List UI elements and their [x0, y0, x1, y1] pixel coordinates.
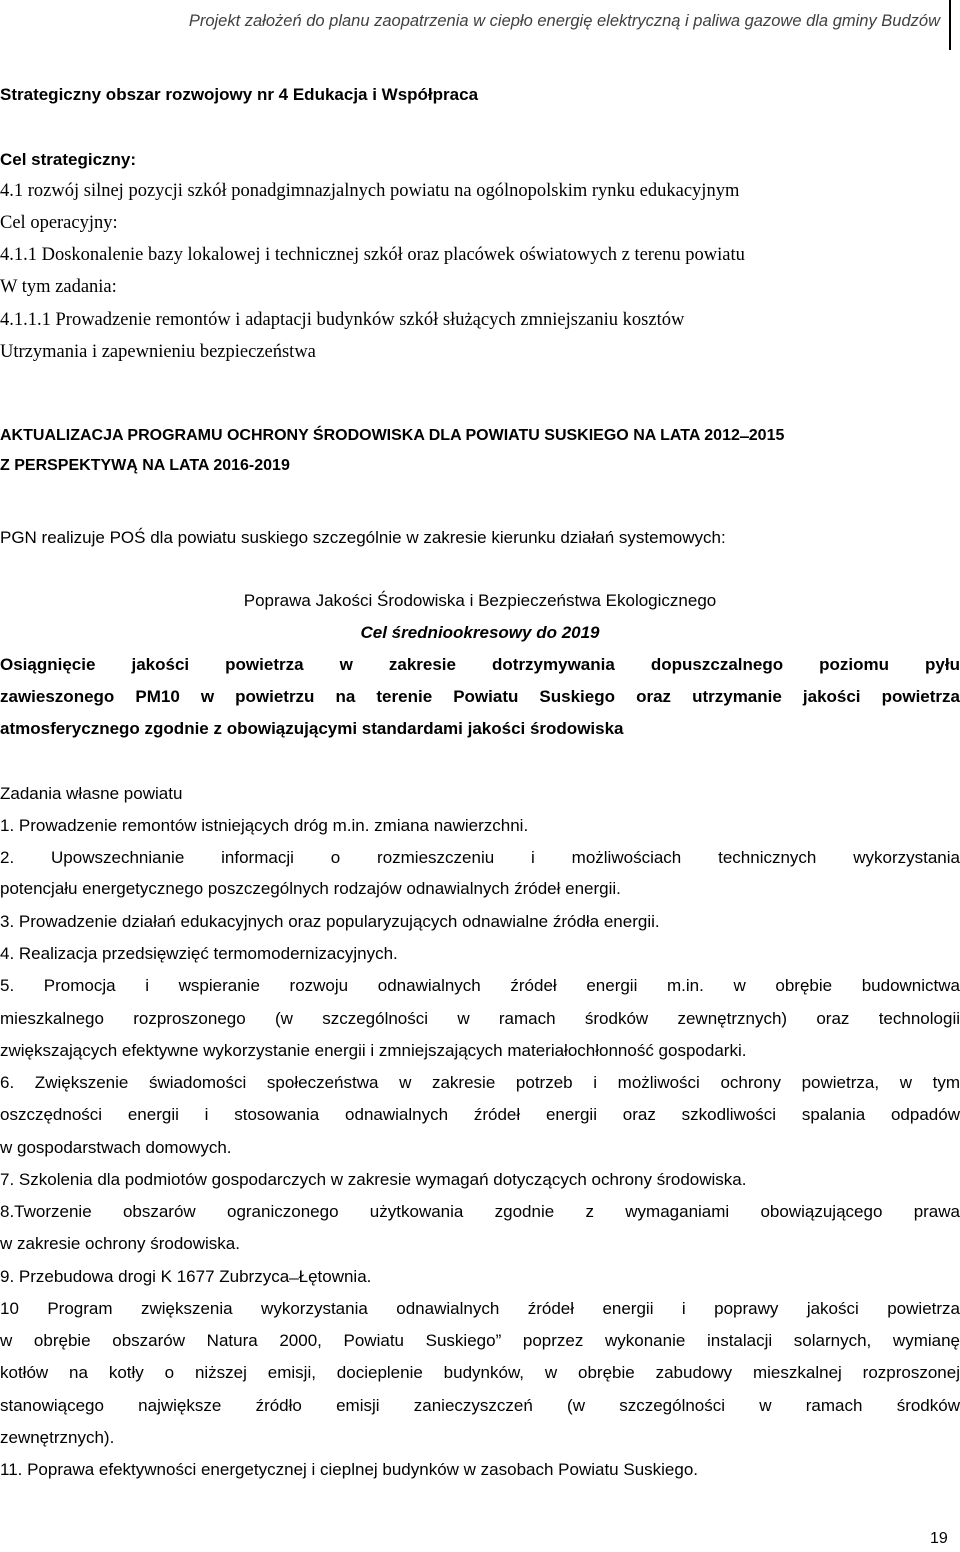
task-line: 4. Realizacja przedsięwzięć termomodernizacyjnych. [0, 944, 398, 963]
program-title: AKTUALIZACJA PROGRAMU OCHRONY ŚRODOWISKA DLA POWIATU SUSKIEGO NA LATA 2012 ̶ 2015 [0, 427, 785, 444]
task-line: kotłów na kotły o niższej emisji, docieplenie budynków, w obrębie zabudowy mieszkalnej rozproszonej [0, 1363, 960, 1382]
tasks-intro-label: W tym zadania: [0, 277, 117, 297]
task-line: stanowiącego największe źródło emisji zanieczyszczeń (w szczególności w ramach środków [0, 1396, 960, 1415]
task-line: 6. Zwiększenie świadomości społeczeństwa w zakresie potrzeb i możliwości ochrony powietrza, w tym [0, 1073, 960, 1092]
task-line: 2. Upowszechnianie informacji o rozmieszczeniu i możliwościach technicznych wykorzystania [0, 848, 960, 867]
goal-text: Osiągnięcie jakości powietrza w zakresie dotrzymywania dopuszczalnego poziomu pyłu [0, 655, 960, 674]
task-line: potencjału energetycznego poszczególnych rodzajów odnawialnych źródeł energii. [0, 879, 621, 898]
page-number: 19 [930, 1530, 948, 1547]
strategic-goal-label: Cel strategiczny: [0, 150, 137, 169]
task-line: 11. Poprawa efektywności energetycznej i cieplnej budynków w zasobach Powiatu Suskiego. [0, 1460, 699, 1479]
task-line: 9. Przebudowa drogi K 1677 Zubrzyca ̶ Łętownia. [0, 1267, 372, 1286]
task-line: zwiększających efektywne wykorzystanie energii i zmniejszających materiałochłonność gospodarki. [0, 1041, 747, 1060]
task-line: w obrębie obszarów Natura 2000, Powiatu Suskiego” poprzez wykonanie instalacji solarnych, wymianę [0, 1331, 960, 1350]
task-line: 3. Prowadzenie działań edukacyjnych oraz popularyzujących odnawialne źródła energii. [0, 912, 660, 931]
header-divider [949, 0, 951, 50]
strategic-goal: 4.1 rozwój silnej pozycji szkół ponadgimnazjalnych powiatu na ogólnopolskim rynku edukacyjnym [0, 181, 740, 201]
midterm-goal-heading: Cel średniookresowy do 2019 [360, 623, 600, 642]
tasks-label: Zadania własne powiatu [0, 784, 183, 803]
task-line: zewnętrznych). [0, 1428, 115, 1447]
task-line: 7. Szkolenia dla podmiotów gospodarczych w zakresie wymagań dotyczących ochrony środowiska. [0, 1170, 747, 1189]
operational-goal: 4.1.1 Doskonalenie bazy lokalowej i technicznej szkół oraz placówek oświatowych z terenu powiatu [0, 245, 745, 265]
program-title-continued: Z PERSPEKTYWĄ NA LATA 2016-2019 [0, 457, 290, 474]
page-header: Projekt założeń do planu zaopatrzenia w ciepło energię elektryczną i paliwa gazowe dla gminy Budzów [188, 12, 940, 30]
operational-goal-label: Cel operacyjny: [0, 213, 118, 233]
task-line: 1. Prowadzenie remontów istniejących dróg m.in. zmiana nawierzchni. [0, 816, 529, 835]
task-line: 5. Promocja i wspieranie rozwoju odnawialnych źródeł energii m.in. w obrębie budownictwa [0, 976, 960, 995]
task-item: 4.1.1.1 Prowadzenie remontów i adaptacji budynków szkół służących zmniejszaniu kosztów [0, 310, 685, 330]
task-item-continued: Utrzymania i zapewnieniu bezpieczeństwa [0, 342, 316, 362]
section-heading: Strategiczny obszar rozwojowy nr 4 Edukacja i Współpraca [0, 85, 479, 104]
task-line: oszczędności energii i stosowania odnawialnych źródeł energii oraz szkodliwości spalania odpadów [0, 1105, 960, 1124]
task-line: mieszkalnego rozproszonego (w szczególności w ramach środków zewnętrznych) oraz technologii [0, 1009, 960, 1028]
task-line: 10 Program zwiększenia wykorzystania odnawialnych źródeł energii i poprawy jakości powietrza [0, 1299, 960, 1318]
direction-heading: Poprawa Jakości Środowiska i Bezpieczeństwa Ekologicznego [243, 591, 717, 610]
goal-text: zawieszonego PM10 w powietrzu na terenie Powiatu Suskiego oraz utrzymanie jakości powietrza [0, 687, 960, 706]
program-intro: PGN realizuje POŚ dla powiatu suskiego szczególnie w zakresie kierunku działań systemowych: [0, 528, 726, 547]
task-line: 8.Tworzenie obszarów ograniczonego użytkowania zgodnie z wymaganiami obowiązującego prawa [0, 1202, 960, 1221]
task-line: w zakresie ochrony środowiska. [0, 1234, 240, 1253]
task-line: w gospodarstwach domowych. [0, 1138, 232, 1157]
goal-text: atmosferycznego zgodnie z obowiązującymi standardami jakości środowiska [0, 719, 624, 738]
